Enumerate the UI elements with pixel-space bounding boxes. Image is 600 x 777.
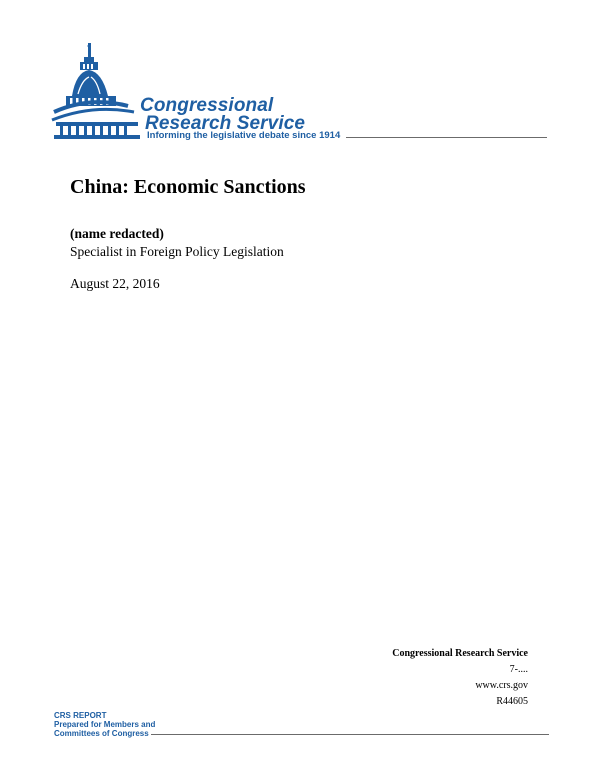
logo-org-line1: Congressional (140, 95, 274, 116)
contact-phone: 7-.... (509, 664, 528, 675)
capitol-dome-icon (50, 40, 146, 145)
footer-rule (151, 734, 549, 735)
logo-rule (346, 137, 547, 138)
report-title: China: Economic Sanctions (70, 176, 306, 198)
footer-line3-row (54, 729, 549, 738)
author-position: Specialist in Foreign Policy Legislation (70, 244, 284, 259)
footer-line2: Prepared for Members and (54, 720, 156, 729)
contact-website[interactable]: www.crs.gov (475, 680, 528, 691)
footer-line1: CRS REPORT (54, 711, 107, 720)
logo-org-line2: Research Service (145, 113, 306, 134)
footer-line3: Committees of Congress (54, 729, 149, 738)
crs-logo (50, 40, 550, 150)
author-name: (name redacted) (70, 226, 164, 241)
report-date: August 22, 2016 (70, 276, 160, 291)
footer (54, 711, 549, 738)
contact-block (392, 646, 528, 710)
logo-tagline: Informing the legislative debate since 1914 (147, 130, 341, 141)
contact-org: Congressional Research Service (392, 648, 528, 659)
report-number: R44605 (496, 696, 528, 707)
